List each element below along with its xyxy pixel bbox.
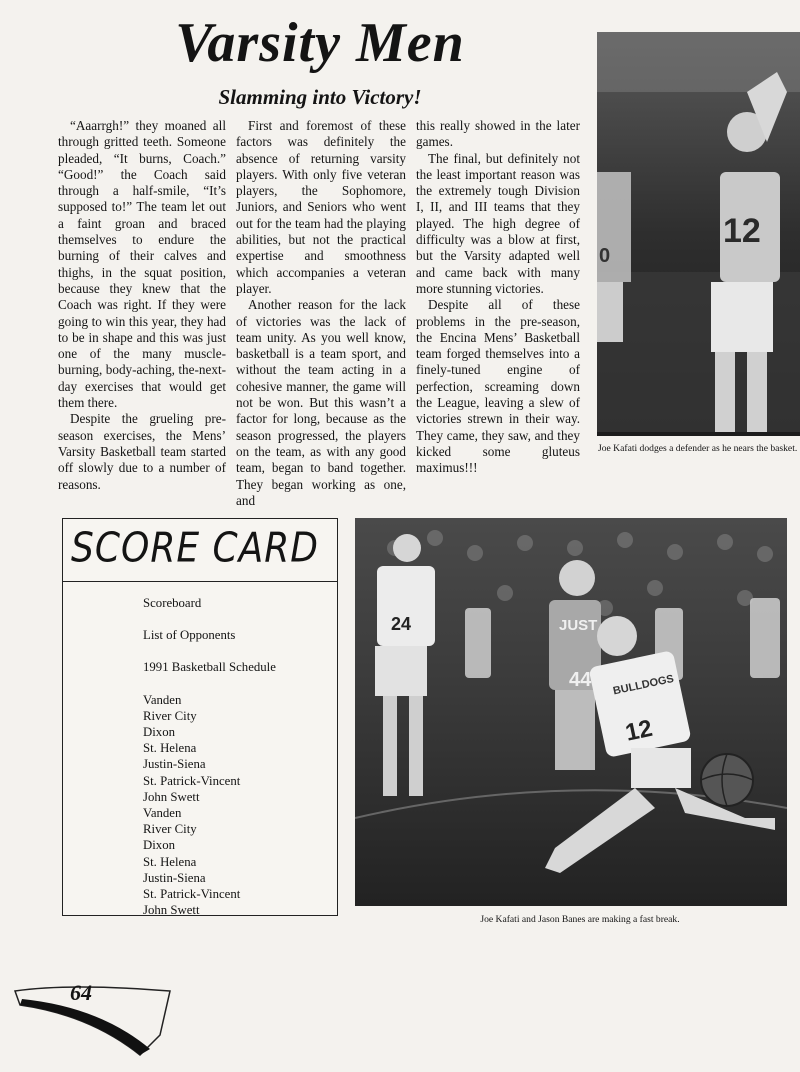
jersey-number: 12 <box>623 714 655 747</box>
page-subtitle: Slamming into Victory! <box>218 85 422 109</box>
article-paragraph: Another reason for the lack of victories was the lack of team unity. As you well know, basketball is a team sport, and without the team acting in a cohesive manner, the game will not be won. But this wasn’t a factor for long, because as the season progressed, the players on the team, as with any good team, began to band together. They began working as one, and <box>236 297 406 508</box>
opponent-item: River City <box>143 708 197 723</box>
score-card <box>62 518 338 916</box>
score-card-header <box>63 519 337 582</box>
article-column-3 <box>416 118 580 477</box>
opponent-item: Vanden <box>143 692 182 707</box>
article-paragraph: First and foremost of these factors was definitely the absence of returning varsity players. With only five veteran players, the Sophomore, Juniors, and Seniors who went out for the team had the playing abilities, but not the practical expertise and smoothness which accompanies a veteran player. <box>236 118 406 296</box>
jersey-number: 44 <box>569 669 592 691</box>
page-title: Varsity Men <box>175 12 465 74</box>
page-number-swoosh <box>10 975 180 1065</box>
score-card-list <box>143 595 276 918</box>
photo-fast-break <box>355 518 787 906</box>
page-number: 64 <box>70 980 92 1005</box>
photo-caption: Joe Kafati and Jason Banes are making a fast break. <box>480 914 680 925</box>
photo-player-shooting <box>597 32 800 436</box>
opponent-item: St. Patrick-Vincent <box>143 887 241 902</box>
opponent-item: St. Helena <box>143 741 197 756</box>
score-card-item: Scoreboard <box>143 596 202 610</box>
score-card-title: SCORE CARD <box>71 524 320 572</box>
score-card-item: 1991 Basketball Schedule <box>143 660 276 675</box>
opponent-item: John Swett <box>143 903 200 918</box>
opponent-list <box>143 692 276 919</box>
jersey-number-partial: 0 <box>599 245 611 267</box>
opponent-item: Dixon <box>143 838 175 853</box>
jersey-number: 12 <box>723 212 761 250</box>
article-paragraph: The final, but definitely not the least important reason was the extremely tough Division I, II, and III teams that they played. The high degree of difficulty was a blow at first, but the Varsity adapted well and came back with many more stunning victories. <box>416 150 580 296</box>
article-column-1 <box>58 118 226 493</box>
jersey-number: 24 <box>391 614 412 634</box>
opponent-item: St. Patrick-Vincent <box>143 773 241 788</box>
article-paragraph: this really showed in the later games. <box>416 118 580 150</box>
opponent-item: Vanden <box>143 806 182 821</box>
score-card-item: List of Opponents <box>143 628 236 643</box>
opponent-item: Justin-Siena <box>143 757 206 772</box>
article-column-2 <box>236 118 406 509</box>
opponent-item: St. Helena <box>143 854 197 869</box>
opponent-item: Justin-Siena <box>143 870 206 885</box>
photo-caption: Joe Kafati dodges a defender as he nears the basket. <box>598 443 798 454</box>
opponent-item: John Swett <box>143 789 200 804</box>
opponent-item: Dixon <box>143 725 175 740</box>
article-paragraph: “Aaarrgh!” they moaned all through gritted teeth. Someone pleaded, “It burns, Coach.” “Good!” the Coach said through a half-smile, “It’s supposed to!” The team let out a faint groan and braced themselves to endure the burning of their calves and thighs, in the squat position, because they knew that the Coach was right. If they were going to win this year, they had to be in shape and this was just one of the many muscle-burning, body-aching, the-next-day exercises that would get them there. <box>58 118 226 411</box>
article-paragraph: Despite all of these problems in the pre-season, the Encina Mens’ Basketball team forged themselves into a finely-tuned engine of perfection, screaming down the League, leaving a slew of victories strewn in their way. They came, they saw, and they kicked some gluteus maximus!!! <box>416 297 580 476</box>
opponent-item: River City <box>143 822 197 837</box>
basketball <box>701 754 753 806</box>
jersey-text: BULLDOGS <box>612 672 675 698</box>
article-paragraph: Despite the grueling pre-season exercises, the Mens’ Varsity Basketball team started off slowly due to a number of reasons. <box>58 411 226 492</box>
jersey-text: JUST <box>559 617 598 634</box>
